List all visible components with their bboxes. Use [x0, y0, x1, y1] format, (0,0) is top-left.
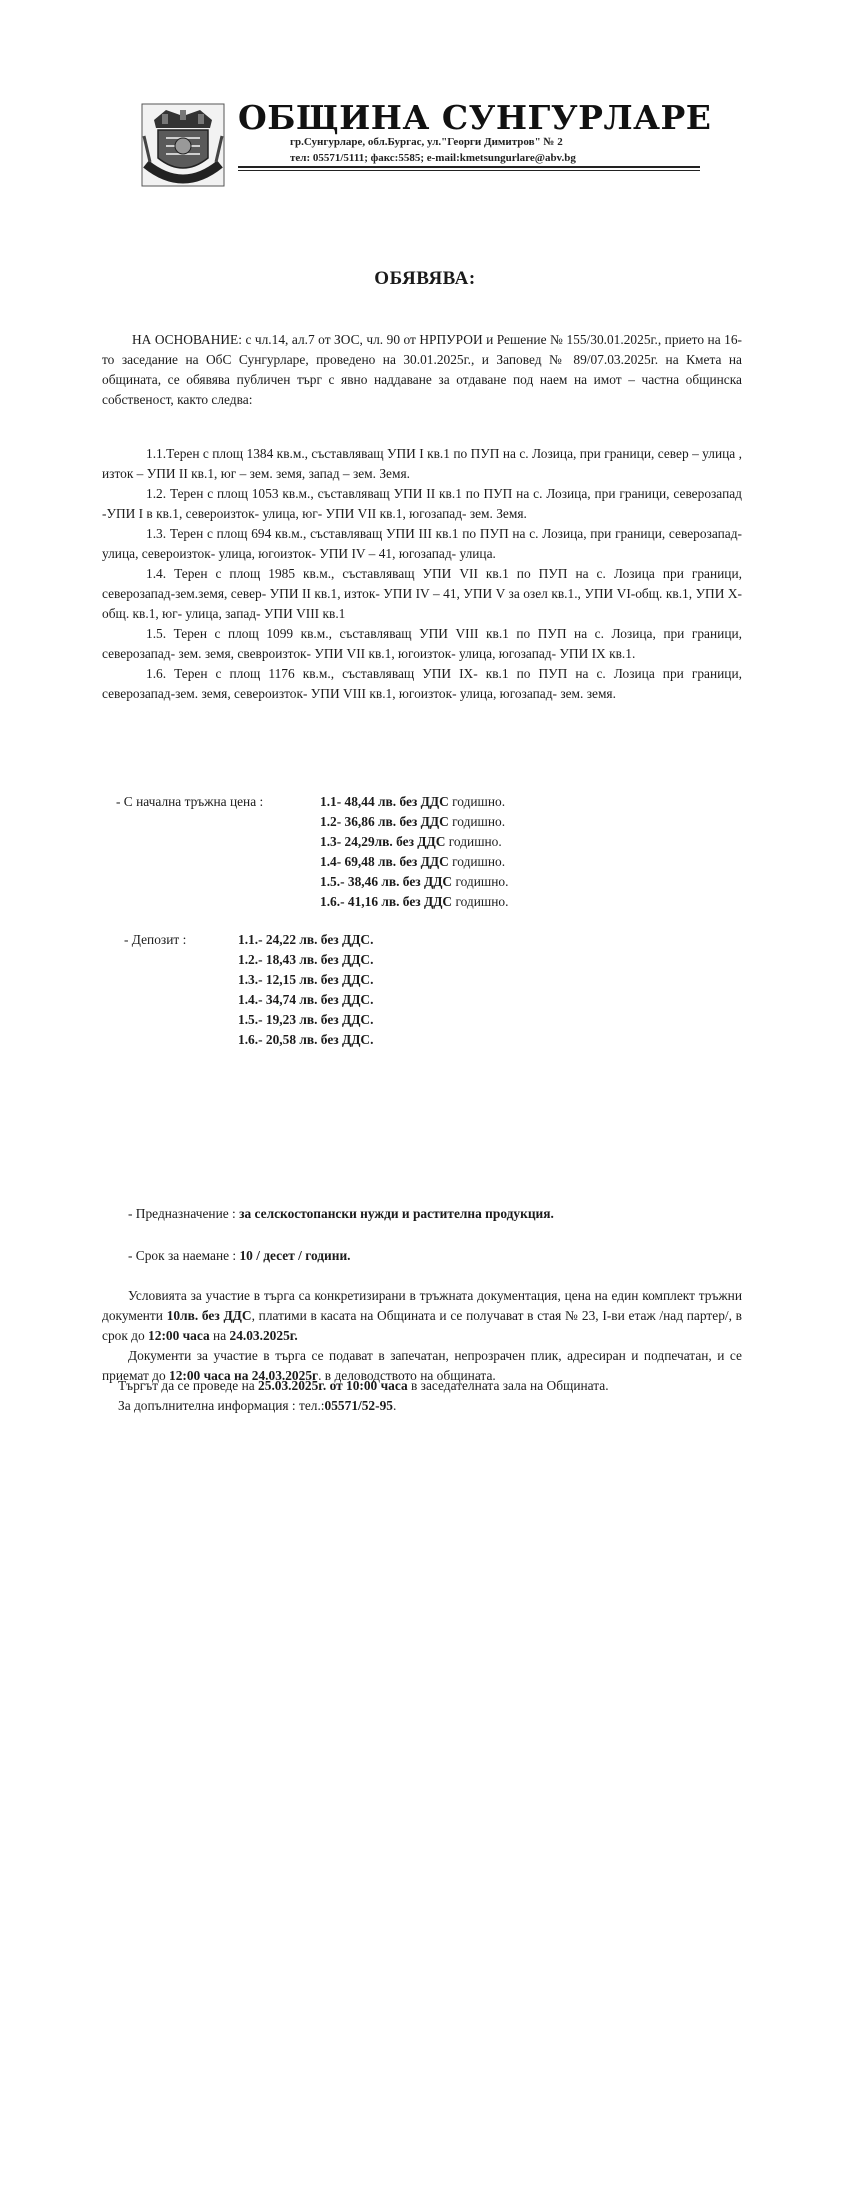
price-value: 1.6.- 41,16 лв. без ДДС	[320, 894, 453, 909]
header-divider-thin	[238, 170, 700, 171]
closing-text: Търгът да се проведе на	[118, 1378, 259, 1393]
deadline-time: 12:00 часа	[148, 1328, 210, 1343]
closing-text: в заседателната зала на Общината.	[407, 1378, 609, 1393]
contact-line	[118, 1396, 758, 1416]
purpose-line	[128, 1206, 554, 1222]
price-value: 1.5.- 38,46 лв. без ДДС	[320, 874, 453, 889]
price-suffix: годишно.	[445, 834, 502, 849]
price-suffix: годишно.	[448, 814, 506, 829]
deposit-value: 1.6.- 20,58 лв. без ДДС.	[238, 1032, 374, 1047]
contact-label: За допълнителна информация : тел.:	[118, 1398, 325, 1413]
contact-phone: 05571/52-95	[324, 1398, 393, 1413]
deposit-value: 1.1.- 24,22 лв. без ДДС.	[238, 932, 374, 947]
organization-name: ОБЩИНА СУНГУРЛАРЕ	[238, 98, 712, 137]
price-value: 1.1- 48,44 лв. без ДДС	[320, 794, 449, 809]
auction-date-line	[118, 1376, 758, 1396]
deposit-value: 1.4.- 34,74 лв. без ДДС.	[238, 992, 374, 1007]
plot-item: 1.4. Терен с площ 1985 кв.м., съставляващ УПИ VII кв.1 по ПУП на с. Лозица при граници, северозапад-зем.земя, север- УПИ II кв.1, изток- УПИ IV – 41, УПИ V за озел кв.1., УПИ VI-общ. кв.1, УПИ Х-общ. кв.1, юг- улица, запад- УПИ VIII кв.1	[102, 566, 742, 621]
plot-item: 1.2. Терен с площ 1053 кв.м., съставляващ УПИ II кв.1 по ПУП на с. Лозица, при граници, северозапад -УПИ I в кв.1, североизток- улица, юг- УПИ VII кв.1, югозапад- зем. Земя.	[102, 486, 742, 521]
term-line	[128, 1248, 351, 1264]
header-divider	[238, 166, 700, 168]
conditions-section	[102, 1286, 742, 1386]
term-value: 10 / десет / години.	[239, 1248, 351, 1263]
purpose-value: за селскостопански нужди и растителна продукция.	[239, 1206, 554, 1221]
term-label: - Срок за наемане :	[128, 1248, 240, 1263]
conditions-paragraph	[102, 1286, 742, 1346]
organization-address: гр.Сунгурларе, обл.Бургас, ул."Георги Димитров" № 2	[290, 136, 563, 148]
starting-price-label: - С начална тръжна цена :	[116, 794, 264, 809]
intro-section	[102, 330, 742, 410]
conditions-text: Условията за участие в търга са конкретизирани в тръжната документация, цена на един комплект тръжни документи	[102, 1288, 742, 1323]
auction-datetime: 25.03.2025г. от 10:00 часа	[258, 1378, 408, 1393]
plot-item: 1.1.Терен с площ 1384 кв.м., съставляващ УПИ I кв.1 по ПУП на с. Лозица, при граници, север – улица , изток – УПИ II кв.1, юг – зем. земя, запад – зем. Земя.	[102, 446, 742, 481]
deposit-value: 1.2.- 18,43 лв. без ДДС.	[238, 952, 374, 967]
price-suffix: годишно.	[452, 874, 509, 889]
deposit-value: 1.3.- 12,15 лв. без ДДС.	[238, 972, 374, 987]
closing-text: .	[392, 1398, 397, 1413]
price-value: 1.2- 36,86 лв. без ДДС	[320, 814, 449, 829]
plots-list	[102, 444, 742, 704]
intro-paragraph: НА ОСНОВАНИЕ: с чл.14, ал.7 от ЗОС, чл. 90 от НРПУРОИ и Решение № 155/30.01.2025г., прието на 16-то заседание на ОбС Сунгурларе, проведено на 30.01.2025г., и Заповед № 89/07.03.2025г. на Кмета на общината, се обявява публичен търг с явно наддаване за отдаване под наем на имот – частна общинска собственост, както следва:	[102, 332, 742, 407]
letterhead	[140, 96, 712, 184]
deposit-value: 1.5.- 19,23 лв. без ДДС.	[238, 1012, 374, 1027]
price-suffix: годишно.	[452, 894, 509, 909]
document-price: 10лв. без ДДС	[166, 1308, 252, 1323]
submission-text: . в деловодството на общината.	[318, 1368, 496, 1383]
plot-item: 1.3. Терен с площ 694 кв.м., съставляващ УПИ III кв.1 по ПУП на с. Лозица, при граници, северозапад- улица, североизток- улица, югоизток- УПИ IV – 41, югозапад- улица.	[102, 526, 742, 561]
submission-deadline: 12:00 часа на 24.03.2025г	[169, 1368, 319, 1383]
price-value: 1.3- 24,29лв. без ДДС	[320, 834, 446, 849]
document-title: ОБЯВЯВА:	[374, 268, 476, 289]
price-value: 1.4- 69,48 лв. без ДДС	[320, 854, 449, 869]
deposit-label: - Депозит :	[124, 932, 187, 947]
conditions-text: на	[209, 1328, 230, 1343]
municipality-crest-icon	[140, 102, 226, 188]
submission-text: Документи за участие в търга се подават в запечатан, непрозрачен плик, адресиран и подпечатан, и се приемат до	[102, 1348, 742, 1383]
organization-contacts: тел: 05571/5111; факс:5585; e-mail:kmetsungurlare@abv.bg	[290, 152, 576, 164]
closing-section	[118, 1376, 758, 1416]
plot-item: 1.5. Терен с площ 1099 кв.м., съставляващ УПИ VIII кв.1 по ПУП на с. Лозица, при граници, северозапад- зем. земя, свевроизток- УПИ VII кв.1, югоизток- улица, югозапад- УПИ IX кв.1.	[102, 626, 742, 661]
conditions-text: , платими в касата на Общината и се получават в стая № 23, I-ви етаж /над партер/, в срок до	[102, 1308, 743, 1343]
price-suffix: годишно.	[448, 794, 506, 809]
purpose-label: - Предназначение :	[128, 1206, 240, 1221]
plot-item: 1.6. Терен с площ 1176 кв.м., съставляващ УПИ IX- кв.1 по ПУП на с. Лозица при граници, северозапад-зем. земя, североизток- УПИ VIII кв.1, югоизток- улица, югозапад- зем. земя.	[102, 666, 742, 701]
price-suffix: годишно.	[448, 854, 506, 869]
deadline-date: 24.03.2025г.	[229, 1328, 298, 1343]
